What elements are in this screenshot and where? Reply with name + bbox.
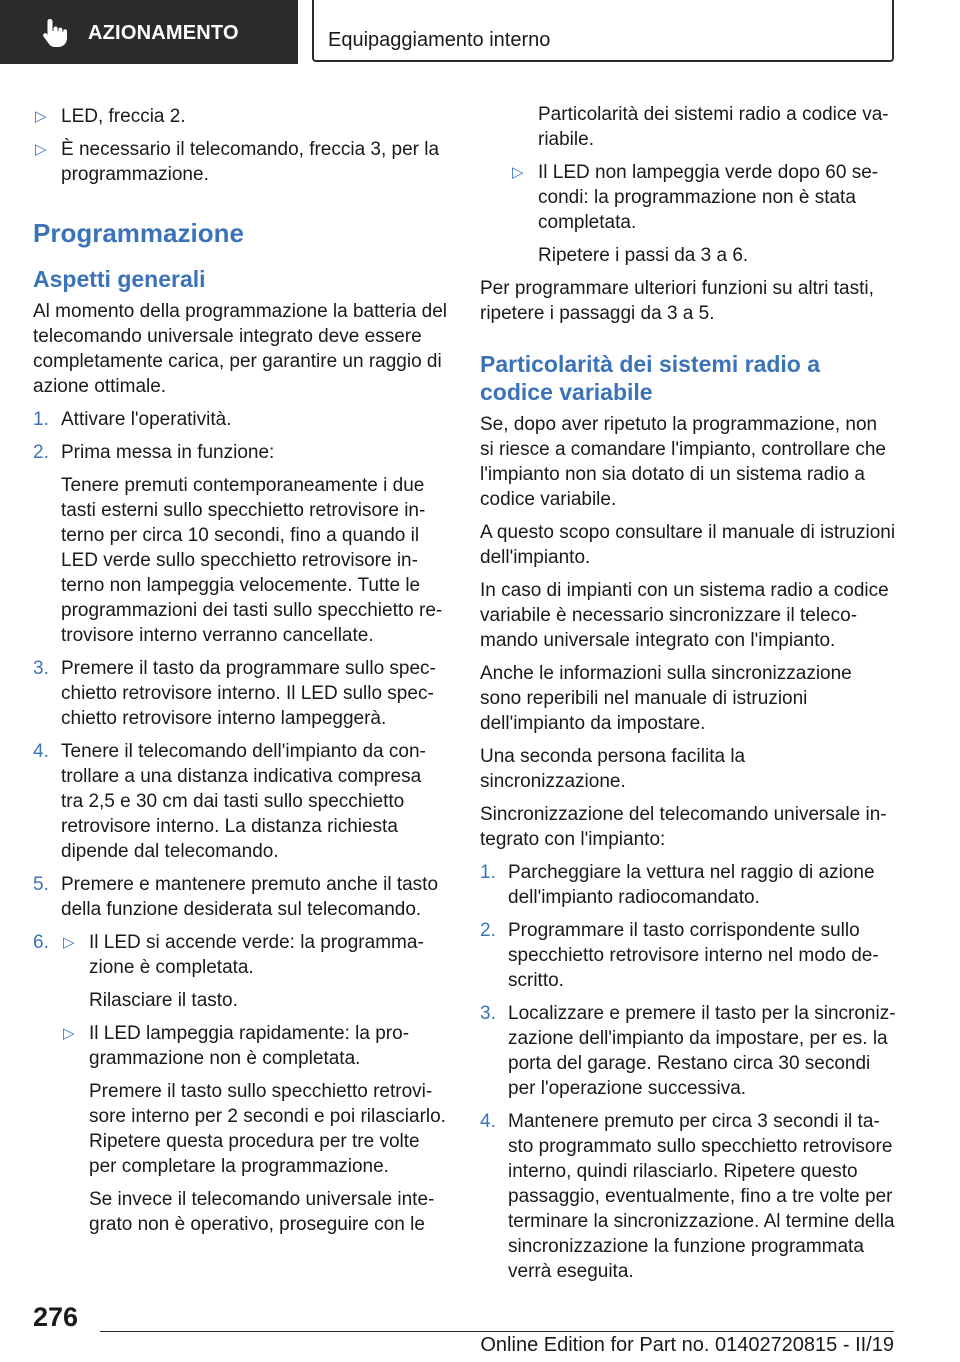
step-item: 2. Programmare il tasto corrispondente sullo specchietto retrovisore interno nel modo descritto. (480, 920, 879, 991)
paragraph: In caso di impianti con un sistema radio a codice variabile è necessario sincronizzare il telecomando universale integrato con l'impianto. (480, 580, 889, 651)
subsection-title: Particolarità dei sistemi radio a codice variabile (480, 351, 821, 405)
paragraph: Una seconda persona facilita la sincronizzazione. (480, 746, 746, 792)
right-column (480, 102, 896, 1292)
paragraph: Se, dopo aver ripetuto la programmazione, non si riesce a comandare l'impianto, controllare che l'impianto non sia dotato di un sistema radio a codice variabile. (480, 414, 886, 510)
step-item: 4. Mantenere premuto per circa 3 secondi il tasto programmato sullo specchietto retrovisore interno, quindi rilasciarlo. Ripetere questo passaggio, eventualmente, fino a tre volte per terminare la sincronizzazione. Al termine della sincronizzazione la funzione programmata verrà eseguita. (480, 1111, 895, 1282)
step-item: 1. Parcheggiare la vettura nel raggio di azione dell'impianto radiocomandato. (480, 862, 875, 908)
step-item: 4. Tenere il telecomando dell'impianto da controllare a una distanza indicativa compresa tra 2,5 e 30 cm dai tasti sullo specchietto retrovisore interno. La distanza richiesta dipende dal telecomando. (33, 741, 426, 862)
continued-text: Particolarità dei sistemi radio a codice variabile. (538, 104, 889, 150)
paragraph: Sincronizzazione del telecomando universale integrato con l'impianto: (480, 804, 887, 850)
section-header (312, 0, 894, 62)
subsection-title: Aspetti generali (33, 266, 206, 292)
step-item: 3. Localizzare e premere il tasto per la sincronizzazione dell'impianto da impostare, per es. la porta del garage. Restano circa 30 secondi per l'operazione successiva. (480, 1003, 896, 1099)
triangle-bullet-icon: ▷ (63, 934, 75, 951)
section-header-label: Equipaggiamento interno (328, 29, 551, 51)
list-item: ▷ LED, freccia 2. (35, 106, 186, 127)
paragraph: Per programmare ulteriori funzioni su altri tasti, ripetere i passaggi da 3 a 5. (480, 278, 874, 324)
footer-edition: Online Edition for Part no. 01402720815 - II/19 (480, 1334, 894, 1356)
page-number: 276 (33, 1302, 79, 1332)
hand-pointer-icon (38, 16, 72, 50)
chapter-tab-label: AZIONAMENTO (88, 22, 239, 44)
step-item: 1. Attivare l'operatività. (33, 409, 232, 430)
header-tab (0, 0, 298, 64)
left-column (33, 104, 447, 1245)
step-item: 2. Prima messa in funzione: Tenere premuti contemporaneamente i due tasti esterni sullo specchietto retrovisore interno per circa 10 secondi, fino a quando il LED verde sullo specchietto retrovisore interno non lampeggia velocemente. Tutte le programmazioni dei tasti sullo specchietto retrovisore interno verranno cancellate. (33, 442, 443, 646)
list-item: ▷ È necessario il telecomando, freccia 3, per la programmazione. (35, 139, 440, 185)
list-item: ▷ Il LED non lampeggia verde dopo 60 secondi: la programmazione non è stata completata. Ripetere i passi da 3 a 6. (512, 162, 879, 266)
list-item: ▷ Il LED si accende verde: la programmazione è completata. Rilasciare il tasto. (63, 932, 424, 1011)
triangle-bullet-icon: ▷ (35, 141, 47, 158)
footer-divider (100, 1331, 894, 1332)
step-item: 3. Premere il tasto da programmare sullo specchietto retrovisore interno. Il LED sullo specchietto retrovisore interno lampeggerà. (33, 658, 436, 729)
triangle-bullet-icon: ▷ (63, 1025, 75, 1042)
paragraph: A questo scopo consultare il manuale di istruzioni dell'impianto. (480, 522, 896, 568)
triangle-bullet-icon: ▷ (35, 108, 47, 125)
section-title: Programmazione (33, 218, 244, 248)
step-item: 5. Premere e mantenere premuto anche il tasto della funzione desiderata sul telecomando. (33, 874, 439, 920)
step-item: 6. ▷ Il LED si accende verde: la programmazione è completata. Rilasciare il tasto. ▷ Il LED lampeggia rapidamente: la programmazione non è completata. Premere il tasto sullo specchietto retrovisore interno per 2 secondi e poi rilasciarlo. Ripetere questa procedura per tre volte per completare la programmazione. Se invece il telecomando universale integrato non è operativo, proseguire con le (33, 932, 446, 1235)
intro-paragraph: Al momento della programmazione la batteria del telecomando universale integrato deve essere completamente carica, per garantire un raggio di azione ottimale. (33, 301, 447, 397)
triangle-bullet-icon: ▷ (512, 164, 524, 181)
paragraph: Anche le informazioni sulla sincronizzazione sono reperibili nel manuale di istruzioni dell'impianto da impostare. (480, 663, 852, 734)
list-item: ▷ Il LED lampeggia rapidamente: la programmazione non è completata. Premere il tasto sullo specchietto retrovisore interno per 2 secondi e poi rilasciarlo. Ripetere questa procedura per tre volte per completare la programmazione. Se invece il telecomando universale integrato non è operativo, proseguire con le (63, 1023, 446, 1235)
